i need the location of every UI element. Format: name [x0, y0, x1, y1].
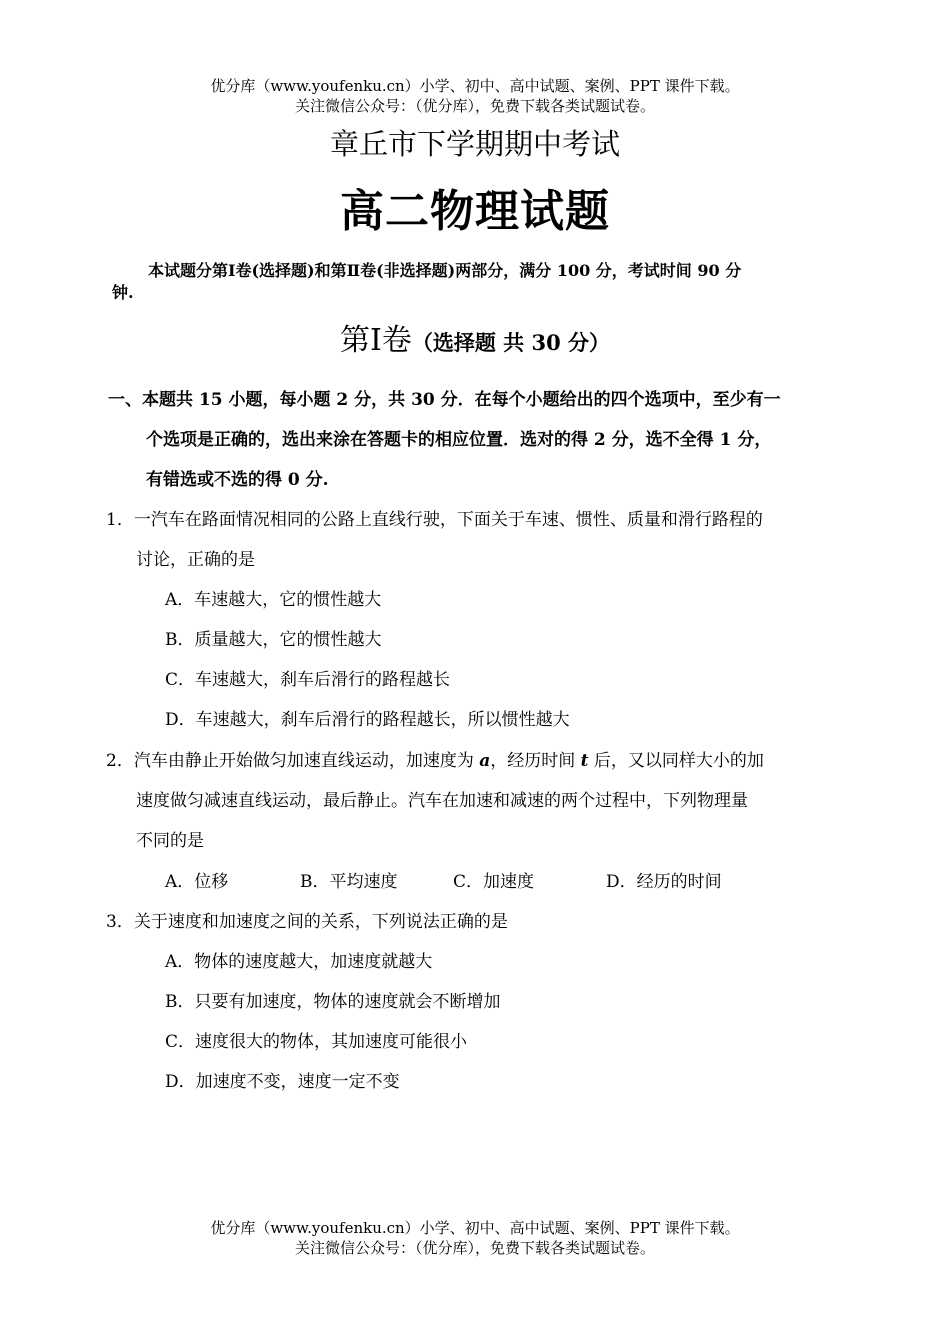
question-2 — [106, 741, 846, 861]
variable-a: a — [479, 751, 491, 771]
question-1-line-2: 讨论，正确的是 — [136, 550, 255, 570]
volume-sub: 选择题 共 30 分 — [432, 330, 590, 355]
question-2-option-c: C．加速度 — [453, 872, 535, 892]
question-2-line-3: 不同的是 — [136, 831, 204, 851]
question-2-line-1-part-2: ，经历时间 — [490, 751, 581, 771]
volume-paren-close: ） — [589, 330, 611, 355]
question-2-line-1 — [106, 741, 846, 781]
section-line-3: 有错选或不选的得 0 分. — [146, 470, 329, 490]
section-line-1: 一、本题共 15 小题，每小题 2 分，共 30 分．在每个小题给出的四个选项中，至少有一 — [108, 390, 781, 410]
question-2-option-a: A．位移 — [165, 872, 229, 892]
volume-heading — [0, 322, 950, 362]
question-1-option-b: B．质量越大，它的惯性越大 — [165, 630, 382, 650]
question-2-line-1-part-3: 后，又以同样大小的加 — [588, 751, 764, 771]
question-3-option-b: B．只要有加速度，物体的速度就会不断增加 — [165, 992, 501, 1012]
header-line-2: 关注微信公众号：（优分库），免费下载各类试题试卷。 — [294, 97, 655, 115]
intro-line-1: 本试题分第Ⅰ卷(选择题)和第Ⅱ卷(非选择题)两部分，满分 100 分，考试时间 90 分 — [148, 261, 742, 280]
footer-line-1: 优分库（www.youfenku.cn）小学、初中、高中试题、案例、PPT 课件下载。 — [210, 1219, 740, 1237]
question-3 — [106, 902, 846, 942]
question-2-option-d: D．经历的时间 — [606, 872, 722, 892]
question-2-option-b: B．平均速度 — [300, 872, 398, 892]
question-1-option-d: D．车速越大，刹车后滑行的路程越长，所以惯性越大 — [165, 710, 570, 730]
exam-name: 章丘市下学期期中考试 — [329, 127, 620, 161]
question-3-option-a: A．物体的速度越大，加速度就越大 — [165, 952, 433, 972]
volume-paren-open: （ — [411, 330, 433, 355]
question-3-option-c: C．速度很大的物体，其加速度可能很小 — [165, 1032, 468, 1052]
variable-t: t — [580, 751, 589, 771]
section-line-2: 个选项是正确的，选出来涂在答题卡的相应位置．选对的得 2 分，选不全得 1 分， — [146, 430, 772, 450]
volume-main: 第Ⅰ卷 — [339, 323, 412, 358]
section-instructions — [108, 380, 848, 500]
intro-line-2: 钟. — [112, 283, 134, 302]
footer-line-2: 关注微信公众号：（优分库），免费下载各类试题试卷。 — [294, 1239, 655, 1257]
question-1-line-1: 1．一汽车在路面情况相同的公路上直线行驶，下面关于车速、惯性、质量和滑行路程的 — [106, 510, 763, 530]
intro-paragraph — [112, 260, 842, 304]
question-3-option-d: D．加速度不变，速度一定不变 — [165, 1072, 400, 1092]
question-2-line-1-part-1: 2．汽车由静止开始做匀加速直线运动，加速度为 — [106, 751, 480, 771]
question-1-option-a: A．车速越大，它的惯性越大 — [165, 590, 382, 610]
question-2-line-2: 速度做匀减速直线运动，最后静止。汽车在加速和减速的两个过程中，下列物理量 — [136, 791, 748, 811]
question-1 — [106, 500, 846, 580]
header-line-1: 优分库（www.youfenku.cn）小学、初中、高中试题、案例、PPT 课件下载。 — [210, 77, 740, 95]
question-1-option-c: C．车速越大，刹车后滑行的路程越长 — [165, 670, 451, 690]
question-3-line-1: 3．关于速度和加速度之间的关系，下列说法正确的是 — [106, 912, 508, 932]
page-title: 高二物理试题 — [340, 186, 610, 237]
